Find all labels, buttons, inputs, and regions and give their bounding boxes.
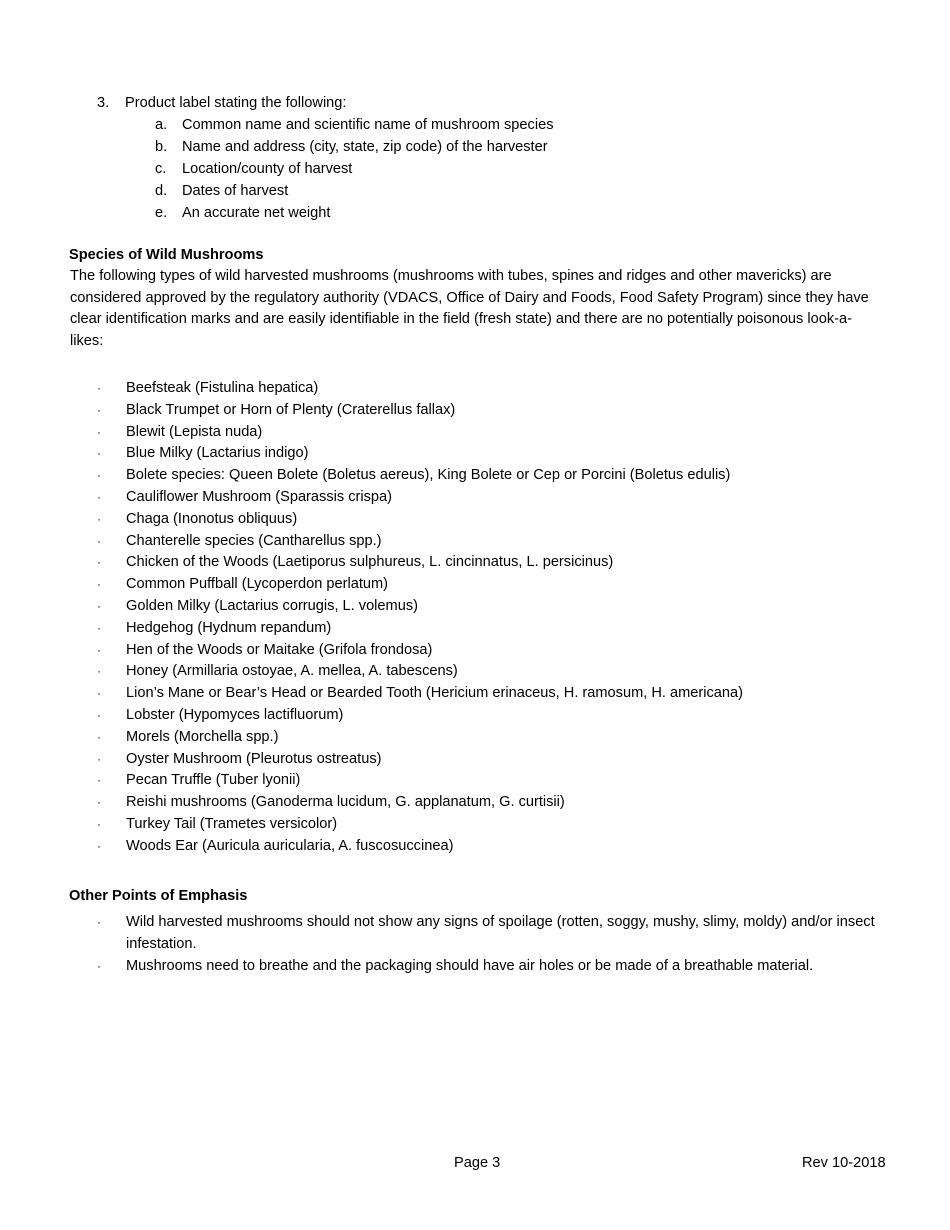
- list-text: Location/county of harvest: [182, 161, 353, 177]
- list-text: Honey (Armillaria ostoyae, A. mellea, A. tabescens): [126, 663, 458, 680]
- list-item: [97, 422, 743, 444]
- bullet-icon: ·: [97, 773, 101, 788]
- list-text: Chicken of the Woods (Laetiporus sulphureus, L. cincinnatus, L. persicinus): [126, 554, 614, 571]
- list-text: Wild harvested mushrooms should not show any signs of spoilage (rotten, soggy, mushy, slimy, moldy) and/or insect infestation.: [126, 914, 875, 952]
- list-letter: d.: [155, 183, 168, 199]
- list-text: Morels (Morchella spp.): [126, 728, 279, 745]
- species-heading: Species of Wild Mushrooms: [69, 247, 264, 263]
- list-text: Mushrooms need to breathe and the packaging should have air holes or be made of a breathable material.: [126, 957, 814, 974]
- list-text: Turkey Tail (Trametes versicolor): [126, 815, 338, 832]
- bullet-icon: ·: [97, 707, 101, 722]
- list-item: [97, 465, 743, 487]
- bullet-icon: ·: [97, 468, 101, 483]
- bullet-icon: ·: [97, 577, 101, 592]
- list-text: Lion’s Mane or Bear’s Head or Bearded Tooth (Hericium erinaceus, H. ramosum, H. americana): [126, 685, 743, 702]
- list-item: [97, 705, 743, 727]
- bullet-icon: ·: [97, 446, 101, 461]
- species-intro-paragraph: The following types of wild harvested mushrooms (mushrooms with tubes, spines and ridges and other mavericks) are considered approved by the regulatory authority (VDACS, Office of Dairy and Foods, Food Safety Program) since they have clear identification marks and are easily identifiable in the field (fresh state) and there are no potentially poisonous look-a-likes:: [70, 268, 869, 349]
- list-item: [97, 770, 743, 792]
- bullet-icon: ·: [97, 664, 101, 679]
- list-text: Lobster (Hypomyces lactifluorum): [126, 706, 344, 723]
- bullet-icon: ·: [97, 511, 101, 526]
- list-item: [155, 202, 554, 224]
- list-item: [97, 378, 743, 400]
- list-item: [97, 836, 743, 858]
- list-letter: c.: [155, 161, 167, 177]
- list-text: Dates of harvest: [182, 183, 289, 199]
- list-text: Pecan Truffle (Tuber lyonii): [126, 772, 301, 789]
- revision-label: Rev 10-2018: [802, 1155, 886, 1171]
- list-text: Black Trumpet or Horn of Plenty (Craterellus fallax): [126, 401, 456, 418]
- list-item: [155, 114, 554, 136]
- list-text: Beefsteak (Fistulina hepatica): [126, 380, 319, 396]
- list-text: Common Puffball (Lycoperdon perlatum): [126, 576, 389, 593]
- page-number: Page 3: [454, 1155, 501, 1171]
- list-item: [97, 509, 743, 531]
- list-letter: a.: [155, 117, 168, 133]
- list-text: Reishi mushrooms (Ganoderma lucidum, G. applanatum, G. curtisii): [126, 794, 565, 811]
- list-text: Blewit (Lepista nuda): [126, 423, 263, 440]
- bullet-icon: ·: [97, 642, 101, 657]
- numbered-item-3: [97, 92, 346, 114]
- list-item: [97, 683, 743, 705]
- bullet-icon: ·: [97, 424, 101, 439]
- bullet-icon: ·: [97, 402, 101, 417]
- species-list: [97, 378, 743, 858]
- list-item: [97, 814, 743, 836]
- bullet-icon: ·: [97, 598, 101, 613]
- bullet-icon: ·: [97, 381, 101, 395]
- bullet-icon: ·: [97, 838, 101, 853]
- list-item: [97, 574, 743, 596]
- list-item: [155, 158, 554, 180]
- list-item: [97, 792, 743, 814]
- list-text: Chanterelle species (Cantharellus spp.): [126, 532, 382, 549]
- list-item: [97, 640, 743, 662]
- list-item: [97, 487, 743, 509]
- list-item: [97, 400, 743, 422]
- list-text: Woods Ear (Auricula auricularia, A. fuscosuccinea): [126, 837, 454, 854]
- list-item: [97, 531, 743, 553]
- list-letter: e.: [155, 205, 168, 221]
- list-text: An accurate net weight: [182, 205, 331, 221]
- item-text: Product label stating the following:: [125, 95, 347, 111]
- list-text: Blue Milky (Lactarius indigo): [126, 445, 309, 462]
- list-item: [97, 552, 743, 574]
- list-item: [155, 180, 554, 202]
- other-points-heading: Other Points of Emphasis: [69, 888, 248, 904]
- bullet-icon: ·: [97, 795, 101, 810]
- list-text: Hedgehog (Hydnum repandum): [126, 619, 332, 636]
- list-text: Name and address (city, state, zip code) of the harvester: [182, 139, 548, 155]
- list-text: Chaga (Inonotus obliquus): [126, 510, 298, 527]
- bullet-icon: ·: [97, 915, 101, 929]
- bullet-icon: ·: [97, 751, 101, 766]
- list-text: Hen of the Woods or Maitake (Grifola frondosa): [126, 641, 433, 658]
- list-text: Common name and scientific name of mushroom species: [182, 117, 554, 133]
- bullet-icon: ·: [97, 533, 101, 548]
- list-item: [97, 727, 743, 749]
- list-letter: b.: [155, 139, 168, 155]
- item-number: 3.: [97, 95, 110, 111]
- bullet-icon: ·: [97, 489, 101, 504]
- bullet-icon: ·: [97, 816, 101, 831]
- list-text: Bolete species: Queen Bolete (Boletus aereus), King Bolete or Cep or Porcini (Boletus edulis): [126, 467, 731, 484]
- list-item: [97, 618, 743, 640]
- other-points-list: [97, 912, 887, 977]
- list-item: [97, 596, 743, 618]
- bullet-icon: ·: [97, 686, 101, 701]
- list-text: Oyster Mushroom (Pleurotus ostreatus): [126, 750, 382, 767]
- list-item: [155, 136, 554, 158]
- bullet-icon: ·: [97, 958, 101, 973]
- list-item: [97, 749, 743, 771]
- list-item: [97, 443, 743, 465]
- bullet-icon: ·: [97, 729, 101, 744]
- list-text: Golden Milky (Lactarius corrugis, L. volemus): [126, 597, 418, 614]
- list-text: Cauliflower Mushroom (Sparassis crispa): [126, 488, 393, 505]
- label-requirements-list: [155, 114, 554, 224]
- list-item: [97, 956, 887, 978]
- bullet-icon: ·: [97, 555, 101, 570]
- bullet-icon: ·: [97, 620, 101, 635]
- list-item: [97, 661, 743, 683]
- list-item: [97, 912, 887, 956]
